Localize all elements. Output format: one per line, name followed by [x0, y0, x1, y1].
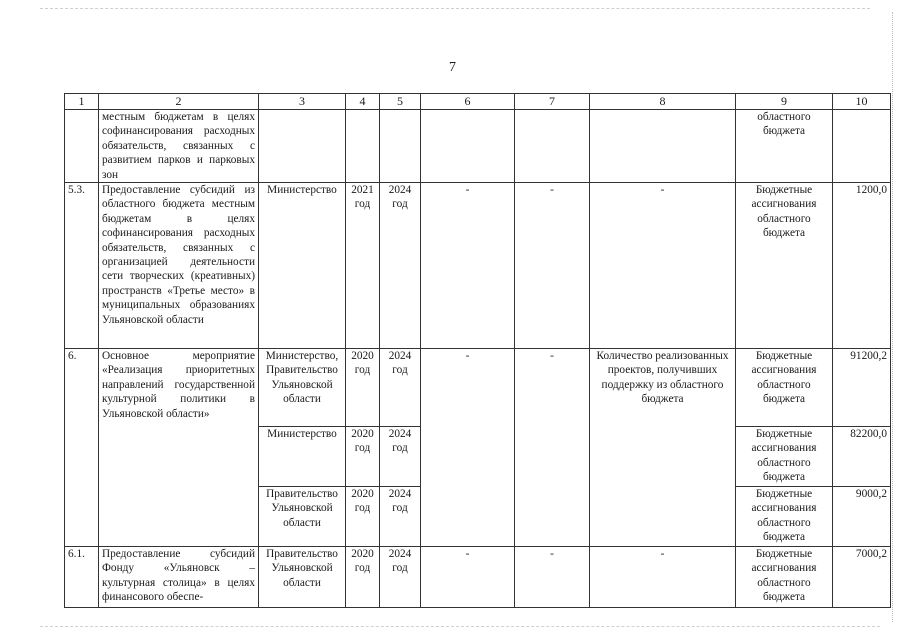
table-row-6-1 — [65, 547, 891, 608]
indicator-cell — [590, 110, 736, 183]
funding-source-cell: Бюджетные ассигнования областного бюджета — [736, 487, 833, 547]
header-cell-4: 4 — [346, 94, 380, 110]
amount-cell — [833, 110, 891, 183]
indicator-cell: - — [590, 547, 736, 608]
funding-source-cell: Бюджетные ассигнования областного бюджета — [736, 183, 833, 349]
scan-noise-top — [40, 8, 870, 9]
col6-cell: - — [421, 183, 515, 349]
program-activities-table — [64, 93, 891, 608]
col7-cell: - — [515, 349, 590, 547]
end-year-cell: 2024 год — [380, 349, 421, 427]
end-year-cell: 2024 год — [380, 183, 421, 349]
row-number-cell — [65, 110, 99, 183]
start-year-cell: 2020 год — [346, 547, 380, 608]
start-year-cell: 2020 год — [346, 487, 380, 547]
page-number: 7 — [449, 60, 456, 75]
col7-cell: - — [515, 547, 590, 608]
executor-cell: Министерство — [259, 427, 346, 487]
header-cell-3: 3 — [259, 94, 346, 110]
end-year-cell: 2024 год — [380, 427, 421, 487]
start-year-cell: 2020 год — [346, 349, 380, 427]
header-row — [65, 94, 891, 110]
executor-cell: Министерство, Правительство Ульяновской области — [259, 349, 346, 427]
activity-name-cell: Предоставление субсидий из областного бюджета местным бюджетам в целях софинансирования расходных обязательств, связанных с организацией деятельности сети творческих (креативных) пространств «Третье место» в муниципальных образованиях Ульяновской области — [99, 183, 259, 349]
funding-source-cell: Бюджетные ассигнования областного бюджета — [736, 349, 833, 427]
amount-cell: 7000,2 — [833, 547, 891, 608]
activity-name-cell: Основное мероприятие «Реализация приоритетных направлений государственной культурной политики в Ульяновской области» — [99, 349, 259, 547]
header-cell-5: 5 — [380, 94, 421, 110]
end-year-cell: 2024 год — [380, 547, 421, 608]
start-year-cell: 2020 год — [346, 427, 380, 487]
amount-cell: 91200,2 — [833, 349, 891, 427]
row-number-cell: 6. — [65, 349, 99, 547]
header-cell-1: 1 — [65, 94, 99, 110]
executor-cell — [259, 110, 346, 183]
scan-noise-bottom — [40, 626, 880, 627]
col7-cell — [515, 110, 590, 183]
table-row-5-3 — [65, 183, 891, 349]
start-year-cell: 2021 год — [346, 183, 380, 349]
col7-cell: - — [515, 183, 590, 349]
row-number-cell: 6.1. — [65, 547, 99, 608]
col6-cell: - — [421, 349, 515, 547]
amount-cell: 1200,0 — [833, 183, 891, 349]
funding-source-cell: Бюджетные ассигнования областного бюджета — [736, 427, 833, 487]
col6-cell — [421, 110, 515, 183]
start-year-cell — [346, 110, 380, 183]
end-year-cell: 2024 год — [380, 487, 421, 547]
indicator-cell: - — [590, 183, 736, 349]
executor-cell: Правительство Ульяновской области — [259, 547, 346, 608]
amount-cell: 9000,2 — [833, 487, 891, 547]
activity-name-cell: Предоставление субсидий Фонду «Ульяновск – культурная столица» в целях финансового обеспе- — [99, 547, 259, 608]
funding-source-cell: Бюджетные ассигнования областного бюджета — [736, 547, 833, 608]
col6-cell: - — [421, 547, 515, 608]
funding-source-cell: областного бюджета — [736, 110, 833, 183]
header-cell-6: 6 — [421, 94, 515, 110]
header-cell-7: 7 — [515, 94, 590, 110]
header-cell-10: 10 — [833, 94, 891, 110]
header-cell-9: 9 — [736, 94, 833, 110]
executor-cell: Министерство — [259, 183, 346, 349]
table-row-continuation — [65, 110, 891, 183]
end-year-cell — [380, 110, 421, 183]
indicator-cell: Количество реализованных проектов, получивших поддержку из областного бюджета — [590, 349, 736, 547]
header-cell-2: 2 — [99, 94, 259, 110]
row-number-cell: 5.3. — [65, 183, 99, 349]
scan-margin-line — [892, 12, 893, 622]
activity-name-cell: местным бюджетам в целях софинансирования расходных обязательств, связанных с развитием парков и парковых зон — [99, 110, 259, 183]
header-cell-8: 8 — [590, 94, 736, 110]
amount-cell: 82200,0 — [833, 427, 891, 487]
table-row-6 — [65, 349, 891, 427]
executor-cell: Правительство Ульяновской области — [259, 487, 346, 547]
